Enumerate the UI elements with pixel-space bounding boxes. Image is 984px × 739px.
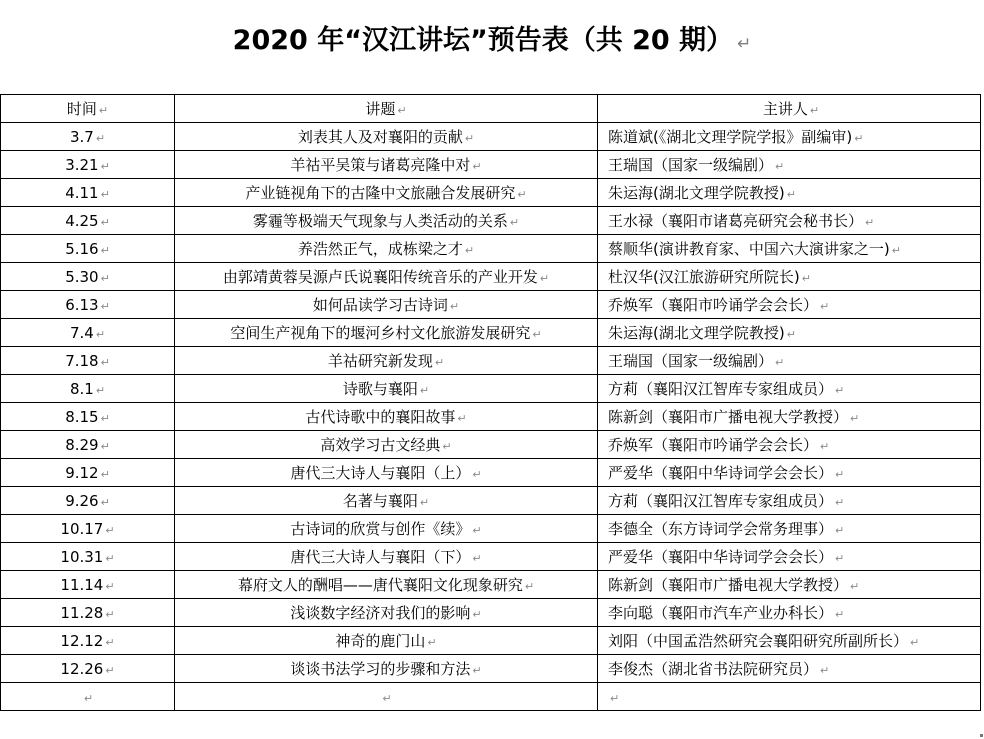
speaker-cell-text: 陈新剑（襄阳市广播电视大学教授） [608, 408, 849, 426]
time-cell-text: 7.18 [65, 351, 99, 370]
speaker-cell [598, 375, 981, 403]
speaker-cell-text: 王瑞国（国家一级编剧） [608, 352, 774, 370]
speaker-cell [598, 627, 981, 655]
paragraph-mark-icon: ↵ [472, 608, 482, 621]
topic-cell [175, 151, 598, 179]
table-row [1, 319, 981, 347]
topic-cell-text: 刘表其人及对襄阳的贡献 [297, 128, 463, 146]
paragraph-mark-icon: ↵ [517, 188, 527, 201]
paragraph-mark-icon: ↵ [464, 132, 475, 145]
topic-cell [175, 515, 598, 543]
paragraph-mark-icon: ↵ [539, 272, 550, 285]
paragraph-mark-icon: ↵ [100, 159, 110, 173]
paragraph-mark-icon: ↵ [850, 412, 860, 425]
header-speaker-cell [598, 95, 981, 123]
paragraph-mark-icon: ↵ [98, 104, 109, 117]
paragraph-mark-icon: ↵ [83, 691, 94, 705]
speaker-cell-text: 王水禄（襄阳市诸葛亮研究会秘书长） [608, 212, 864, 230]
time-cell [1, 599, 175, 627]
header-topic-cell [175, 95, 598, 123]
document-title [0, 18, 984, 57]
paragraph-mark-icon: ↵ [820, 664, 830, 677]
topic-cell [175, 431, 598, 459]
time-cell [1, 207, 175, 235]
paragraph-mark-icon: ↵ [532, 328, 542, 341]
time-cell-text: 12.26 [60, 659, 104, 678]
paragraph-mark-icon: ↵ [427, 636, 437, 649]
paragraph-mark-icon: ↵ [835, 608, 845, 621]
time-cell-text: 6.13 [65, 295, 99, 314]
time-cell-text: 3.7 [69, 127, 94, 146]
speaker-cell [598, 151, 981, 179]
speaker-cell-text: 杜汉华(汉江旅游研究所院长) [608, 268, 800, 286]
speaker-cell [598, 291, 981, 319]
paragraph-mark-icon: ↵ [449, 300, 460, 313]
paragraph-mark-icon: ↵ [419, 496, 430, 509]
paragraph-mark-icon: ↵ [100, 439, 110, 453]
topic-cell-text: 如何品读学习古诗词 [312, 296, 448, 314]
speaker-cell-text: 朱运海(湖北文理学院教授) [608, 324, 785, 342]
topic-cell [175, 487, 598, 515]
speaker-cell-text: 乔焕军（襄阳市吟诵学会会长） [608, 436, 819, 454]
time-cell [1, 151, 175, 179]
time-cell [1, 403, 175, 431]
time-cell-text: 8.15 [65, 407, 99, 426]
speaker-cell [598, 263, 981, 291]
paragraph-mark-icon: ↵ [100, 495, 110, 509]
table-row [1, 403, 981, 431]
speaker-cell-text: 严爱华（襄阳中华诗词学会会长） [608, 548, 834, 566]
time-cell [1, 459, 175, 487]
time-cell [1, 375, 175, 403]
paragraph-mark-icon: ↵ [442, 440, 452, 453]
paragraph-mark-icon: ↵ [105, 551, 115, 565]
time-cell [1, 655, 175, 683]
speaker-cell-text: 方莉（襄阳汉江智库专家组成员） [608, 380, 834, 398]
speaker-cell-text: 李俊杰（湖北省书法院研究员） [608, 660, 819, 678]
topic-cell [175, 291, 598, 319]
topic-cell [175, 319, 598, 347]
speaker-cell [598, 207, 981, 235]
time-cell [1, 123, 175, 151]
paragraph-mark-icon: ↵ [100, 411, 110, 425]
topic-cell-text: 羊祜平吴策与诸葛亮隆中对 [290, 156, 471, 174]
topic-cell [175, 207, 598, 235]
topic-cell [175, 543, 598, 571]
speaker-cell [598, 655, 981, 683]
paragraph-mark-icon: ↵ [775, 356, 785, 369]
topic-cell-text: 神奇的鹿门山 [335, 632, 426, 650]
paragraph-mark-icon: ↵ [786, 188, 796, 201]
speaker-cell [598, 487, 981, 515]
paragraph-mark-icon: ↵ [775, 160, 785, 173]
speaker-cell-text: 陈道斌(《湖北文理学院学报》副编审) [608, 128, 853, 146]
header-speaker-label: 主讲人 [762, 100, 808, 118]
paragraph-mark-icon: ↵ [835, 552, 845, 565]
speaker-cell [598, 599, 981, 627]
paragraph-mark-icon: ↵ [472, 552, 482, 565]
table-row [1, 179, 981, 207]
time-cell-text: 11.28 [60, 603, 104, 622]
topic-cell [175, 235, 598, 263]
paragraph-mark-icon: ↵ [820, 440, 830, 453]
paragraph-mark-icon: ↵ [509, 216, 520, 229]
time-cell-text: 4.25 [65, 211, 99, 230]
topic-cell [175, 403, 598, 431]
topic-cell [175, 683, 598, 711]
table-header-row [1, 95, 981, 123]
time-cell-text: 9.12 [65, 463, 99, 482]
header-time-cell [1, 95, 175, 123]
topic-cell [175, 459, 598, 487]
time-cell-text: 9.26 [65, 491, 99, 510]
speaker-cell [598, 683, 981, 711]
time-cell-text: 8.1 [69, 379, 94, 398]
paragraph-mark-icon: ↵ [100, 215, 110, 229]
speaker-cell-text: 乔焕军（襄阳市吟诵学会会长） [608, 296, 819, 314]
speaker-cell-text: 王瑞国（国家一级编剧） [608, 156, 774, 174]
topic-cell-text: 古代诗歌中的襄阳故事 [305, 408, 456, 426]
paragraph-mark-icon: ↵ [835, 496, 845, 509]
paragraph-mark-icon: ↵ [100, 355, 110, 369]
paragraph-mark-icon: ↵ [105, 663, 115, 677]
time-cell-text: 5.30 [65, 267, 99, 286]
topic-cell [175, 347, 598, 375]
lecture-schedule-table [0, 94, 981, 711]
paragraph-mark-icon: ↵ [865, 216, 875, 229]
speaker-cell-text: 李向聪（襄阳市汽车产业办科长） [608, 604, 834, 622]
time-cell [1, 179, 175, 207]
paragraph-mark-icon: ↵ [434, 356, 445, 369]
paragraph-mark-icon: ↵ [610, 691, 620, 705]
paragraph-mark-icon: ↵ [95, 327, 106, 341]
speaker-cell [598, 459, 981, 487]
speaker-cell-text: 朱运海(湖北文理学院教授) [608, 184, 785, 202]
time-cell-text: 12.12 [60, 631, 104, 650]
time-cell [1, 347, 175, 375]
topic-cell-text: 雾霾等极端天气现象与人类活动的关系 [252, 212, 508, 230]
paragraph-mark-icon: ↵ [419, 384, 430, 397]
topic-cell [175, 123, 598, 151]
topic-cell-text: 产业链视角下的古隆中文旅融合发展研究 [245, 184, 516, 202]
paragraph-mark-icon: ↵ [472, 664, 482, 677]
speaker-cell [598, 235, 981, 263]
time-cell-text: 11.14 [60, 575, 104, 594]
topic-cell-text: 高效学习古文经典 [320, 436, 441, 454]
time-cell [1, 291, 175, 319]
time-cell [1, 543, 175, 571]
paragraph-mark-icon: ↵ [472, 160, 482, 173]
paragraph-mark-icon: ↵ [835, 384, 845, 397]
paragraph-mark-icon: ↵ [95, 131, 106, 145]
paragraph-mark-icon: ↵ [891, 244, 901, 257]
speaker-cell [598, 543, 981, 571]
paragraph-mark-icon: ↵ [472, 524, 482, 537]
paragraph-mark-icon: ↵ [820, 300, 830, 313]
paragraph-mark-icon: ↵ [737, 34, 752, 54]
time-cell [1, 571, 175, 599]
paragraph-mark-icon: ↵ [464, 244, 475, 257]
table-row [1, 123, 981, 151]
topic-cell-text: 唐代三大诗人与襄阳（下） [290, 548, 471, 566]
time-cell-text: 10.31 [60, 547, 104, 566]
topic-cell [175, 263, 598, 291]
paragraph-mark-icon: ↵ [100, 299, 110, 313]
time-cell-text: 8.29 [65, 435, 99, 454]
document-title-text: 2020 年“汉江讲坛”预告表（共 20 期） [232, 25, 734, 56]
topic-cell [175, 375, 598, 403]
topic-cell [175, 571, 598, 599]
speaker-cell [598, 179, 981, 207]
topic-cell [175, 599, 598, 627]
topic-cell-text: 养浩然正气，成栋梁之才 [297, 240, 463, 258]
speaker-cell [598, 403, 981, 431]
paragraph-mark-icon: ↵ [105, 579, 115, 593]
table-row [1, 627, 981, 655]
speaker-cell [598, 431, 981, 459]
header-time-label: 时间 [66, 100, 97, 118]
table-body [1, 95, 981, 711]
paragraph-mark-icon: ↵ [397, 104, 407, 117]
table-row [1, 459, 981, 487]
speaker-cell-text: 刘阳（中国孟浩然研究会襄阳研究所副所长） [608, 632, 909, 650]
time-cell [1, 515, 175, 543]
speaker-cell [598, 319, 981, 347]
topic-cell [175, 627, 598, 655]
table-row [1, 151, 981, 179]
time-cell [1, 487, 175, 515]
paragraph-mark-icon: ↵ [524, 580, 535, 593]
speaker-cell-text: 严爱华（襄阳中华诗词学会会长） [608, 464, 834, 482]
paragraph-mark-icon: ↵ [910, 636, 920, 649]
table-row [1, 235, 981, 263]
paragraph-mark-icon: ↵ [472, 468, 482, 481]
paragraph-mark-icon: ↵ [835, 468, 845, 481]
time-cell [1, 683, 175, 711]
table-row [1, 375, 981, 403]
topic-cell-text: 古诗词的欣赏与创作《续》 [290, 520, 471, 538]
topic-cell-text: 空间生产视角下的堰河乡村文化旅游发展研究 [230, 324, 531, 342]
topic-cell [175, 179, 598, 207]
speaker-cell-text: 陈新剑（襄阳市广播电视大学教授） [608, 576, 849, 594]
paragraph-mark-icon: ↵ [100, 243, 110, 257]
speaker-cell [598, 571, 981, 599]
paragraph-mark-icon: ↵ [105, 523, 115, 537]
time-cell [1, 319, 175, 347]
time-cell [1, 431, 175, 459]
header-topic-label: 讲题 [365, 100, 396, 118]
paragraph-mark-icon: ↵ [382, 691, 392, 705]
paragraph-mark-icon: ↵ [850, 580, 860, 593]
paragraph-mark-icon: ↵ [786, 328, 796, 341]
topic-cell-text: 诗歌与襄阳 [342, 380, 418, 398]
table-row [1, 571, 981, 599]
paragraph-mark-icon: ↵ [105, 607, 115, 621]
time-cell-text: 5.16 [65, 239, 99, 258]
topic-cell [175, 655, 598, 683]
table-row [1, 655, 981, 683]
topic-cell-text: 谈谈书法学习的步骤和方法 [290, 660, 471, 678]
speaker-cell-text: 方莉（襄阳汉江智库专家组成员） [608, 492, 834, 510]
paragraph-mark-icon: ↵ [854, 132, 864, 145]
topic-cell-text: 名著与襄阳 [342, 492, 418, 510]
table-row [1, 347, 981, 375]
topic-cell-text: 由郭靖黄蓉吴源卢氏说襄阳传统音乐的产业开发 [222, 268, 538, 286]
topic-cell-text: 羊祜研究新发现 [327, 352, 433, 370]
table-row [1, 431, 981, 459]
time-cell-text: 3.21 [65, 155, 99, 174]
speaker-cell-text: 李德全（东方诗词学会常务理事） [608, 520, 834, 538]
topic-cell-text: 浅谈数字经济对我们的影响 [290, 604, 471, 622]
speaker-cell-text: 蔡顺华(演讲教育家、中国六大演讲家之一) [608, 240, 890, 258]
time-cell-text: 7.4 [69, 323, 94, 342]
table-row [1, 599, 981, 627]
table-row [1, 263, 981, 291]
table-row [1, 515, 981, 543]
paragraph-mark-icon: ↵ [95, 383, 106, 397]
time-cell-text: 10.17 [60, 519, 104, 538]
table-row [1, 487, 981, 515]
paragraph-mark-icon: ↵ [801, 272, 811, 285]
paragraph-mark-icon: ↵ [457, 412, 467, 425]
paragraph-mark-icon: ↵ [105, 635, 115, 649]
time-cell [1, 263, 175, 291]
time-cell [1, 235, 175, 263]
paragraph-mark-icon: ↵ [100, 271, 110, 285]
table-row [1, 543, 981, 571]
speaker-cell [598, 515, 981, 543]
speaker-cell [598, 123, 981, 151]
paragraph-mark-icon: ↵ [835, 524, 845, 537]
paragraph-mark-icon: ↵ [100, 187, 110, 201]
topic-cell-text: 唐代三大诗人与襄阳（上） [290, 464, 471, 482]
paragraph-mark-icon: ↵ [809, 104, 820, 117]
table-resize-handle[interactable] [980, 734, 983, 737]
speaker-cell [598, 347, 981, 375]
table-row [1, 291, 981, 319]
table-row [1, 683, 981, 711]
time-cell-text: 4.11 [65, 183, 99, 202]
table-row [1, 207, 981, 235]
topic-cell-text: 幕府文人的酬唱——唐代襄阳文化现象研究 [237, 576, 523, 594]
time-cell [1, 627, 175, 655]
paragraph-mark-icon: ↵ [100, 467, 110, 481]
